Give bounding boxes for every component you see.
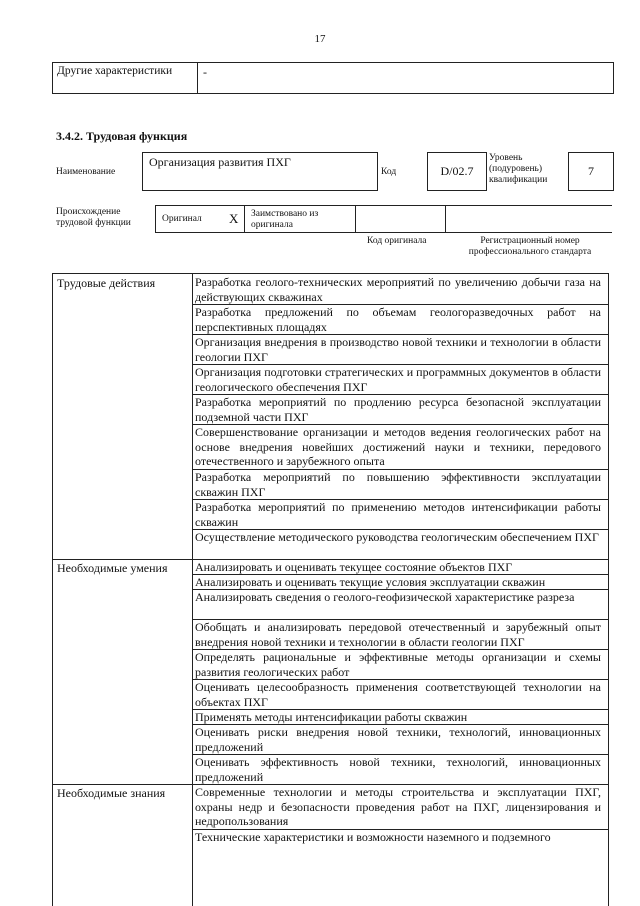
- other-characteristics-value: -: [203, 65, 207, 79]
- level-label: Уровень (подуровень) квалификации: [489, 153, 548, 185]
- labor-action-item: Совершенствование организации и методов ведения геологических работ на основе внедрения новейших достижений науки и техники, передового отечественного и зарубежного опыта: [195, 425, 601, 468]
- skill-item: Оценивать риски внедрения новой техники, технологий, инновационных предложений: [195, 725, 601, 754]
- code-original-label: Код оригинала: [367, 236, 427, 246]
- code-label: Код: [381, 167, 397, 177]
- name-value: Организация развития ПХГ: [149, 155, 291, 169]
- skill-item: Обобщать и анализировать передовой отечественный и зарубежный опыт внедрения новой техники и технологии в области геологии ПХГ: [195, 620, 601, 649]
- cell-border: [355, 206, 356, 232]
- skill-item: Определять рациональные и эффективные методы организации и схемы развития геологических работ: [195, 650, 601, 679]
- origin-label: Происхождение трудовой функции: [56, 207, 131, 228]
- labor-action-item: Разработка геолого-технических мероприятий по увеличению добычи газа на действующих скважинах: [195, 275, 601, 304]
- skill-item: Применять методы интенсификации работы скважин: [195, 710, 468, 724]
- other-characteristics-label: Другие характеристики: [57, 65, 173, 77]
- name-field: [142, 152, 378, 191]
- skill-item: Анализировать и оценивать текущие условия эксплуатации скважин: [195, 575, 546, 589]
- required-skills-label: Необходимые умения: [57, 561, 168, 575]
- skill-item: Оценивать целесообразность применения соответствующей технологии на объектах ПХГ: [195, 680, 601, 709]
- skill-item: Оценивать эффективность новой техники, технологий, инновационных предложений: [195, 755, 601, 784]
- column-divider: [192, 274, 193, 906]
- section-title: 3.4.2. Трудовая функция: [56, 129, 188, 143]
- knowledge-item: Современные технологии и методы строительства и эксплуатации ПХГ, охраны недр и безопасности проведения работ на ПХГ, лицензирования и недропользования: [195, 785, 601, 828]
- cell-border: [445, 206, 446, 232]
- borrowed-label: Заимствовано из оригинала: [251, 209, 319, 230]
- labor-actions-label: Трудовые действия: [57, 276, 156, 290]
- knowledge-item: Технические характеристики и возможности наземного и подземного: [195, 830, 551, 844]
- column-divider: [197, 63, 198, 93]
- registration-label: Регистрационный номер профессионального стандарта: [468, 236, 592, 257]
- labor-action-item: Осуществление методического руководства геологическим обеспечением ПХГ: [195, 530, 599, 544]
- origin-row: [155, 205, 612, 233]
- labor-action-item: Разработка мероприятий по повышению эффективности эксплуатации скважин ПХГ: [195, 470, 601, 499]
- level-value: 7: [568, 152, 614, 191]
- skill-item: Анализировать сведения о геолого-геофизической характеристике разреза: [195, 590, 575, 604]
- page-number: 17: [314, 33, 326, 45]
- cell-border: [244, 206, 245, 232]
- labor-action-item: Организация внедрения в производство новой техники и технологии в области геологии ПХГ: [195, 335, 601, 364]
- labor-action-item: Разработка мероприятий по применению методов интенсификации работы скважин: [195, 500, 601, 529]
- original-label: Оригинал: [162, 214, 202, 224]
- skill-item: Анализировать и оценивать текущее состояние объектов ПХГ: [195, 560, 513, 574]
- function-details-table: [52, 273, 609, 906]
- original-mark: X: [229, 211, 239, 226]
- required-knowledge-label: Необходимые знания: [57, 786, 166, 800]
- labor-action-item: Организация подготовки стратегических и программных документов в области геологического обеспечения ПХГ: [195, 365, 601, 394]
- cell-border: [155, 206, 156, 232]
- code-value: D/02.7: [427, 152, 487, 191]
- name-label: Наименование: [56, 167, 116, 177]
- other-characteristics-table: [52, 62, 614, 94]
- labor-action-item: Разработка предложений по объемам геологоразведочных работ на перспективных площадях: [195, 305, 601, 334]
- labor-action-item: Разработка мероприятий по продлению ресурса безопасной эксплуатации подземной части ПХГ: [195, 395, 601, 424]
